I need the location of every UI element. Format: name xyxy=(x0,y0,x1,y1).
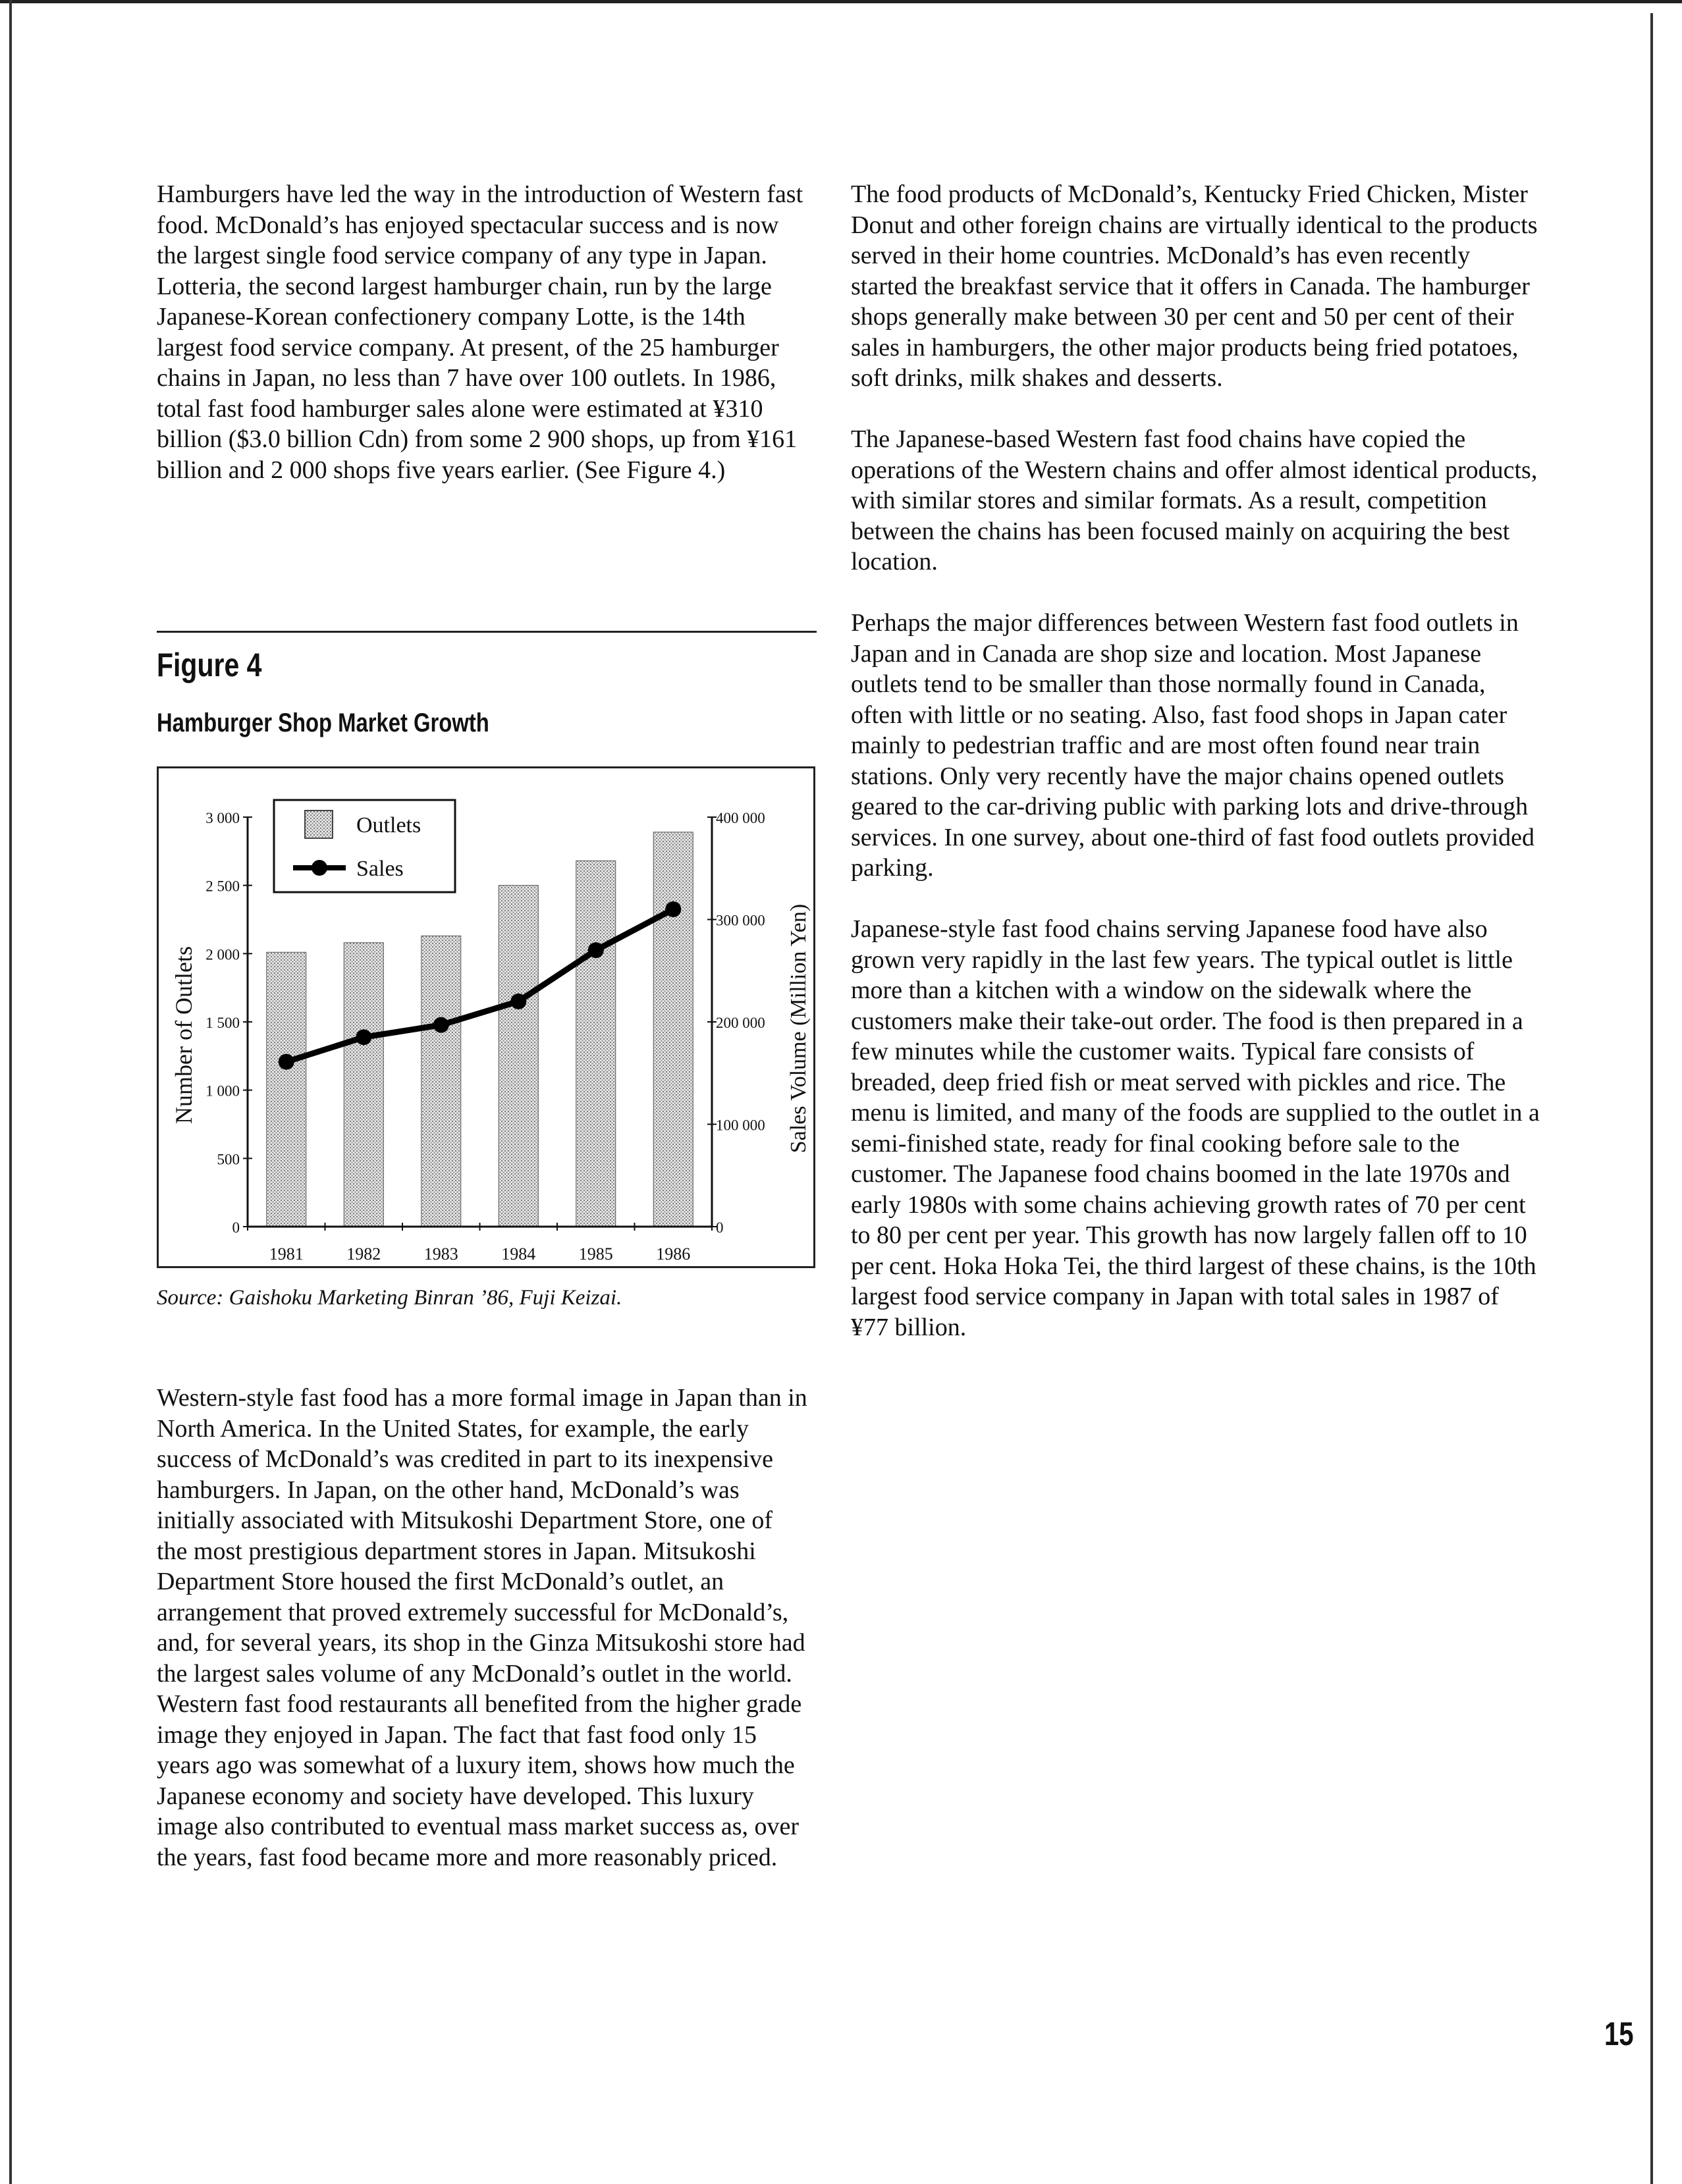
x-tick-label: 1985 xyxy=(578,1244,613,1264)
right-tick-label: 100 000 xyxy=(716,1117,765,1134)
x-tick-label: 1982 xyxy=(346,1244,381,1264)
right-tick-label: 300 000 xyxy=(716,912,765,929)
figure-rule xyxy=(157,631,817,633)
sales-point xyxy=(356,1029,371,1045)
top-border xyxy=(0,0,1682,3)
paragraph-japanese-style: Japanese-style fast food chains serving Japanese food have also grown very rapidly in the last few years. The typical outlet is little more than a kitchen with a window on the sidewalk where the customers make their take-out order. The food is then prepared in a few minutes while the customer waits. Typical fare consists of breaded, deep fried fish or meat served with pickles and rice. The menu is limited, and many of the foods are supplied to the outlet in a semi-finished state, ready for final cooking before sale to the customer. The Japanese food chains boomed in the late 1970s and early 1980s with some chains achieving growth rates of 70 per cent to 80 per cent per year. This growth has now largely fallen off to 10 per cent. Hoka Hoka Tei, the third largest of these chains, is the 10th largest food service company in Japan with total sales in 1987 of ¥77 billion. xyxy=(851,915,1540,1341)
paragraph-western-style: Western-style fast food has a more formal image in Japan than in North America. In the United States, for example, the early success of McDonald’s was credited in part to its inexpensive hamburgers. In Japan, on the other hand, McDonald’s was initially associated with Mitsukoshi Department Store, one of the most prestigious department stores in Japan. Mitsukoshi Department Store housed the first McDonald’s outlet, an arrangement that proved extremely successful for McDonald’s, and, for several years, its shop in the Ginza Mitsukoshi store had the largest sales volume of any McDonald’s outlet in the world. Western fast food restaurants all benefited from the higher grade image they enjoyed in Japan. The fact that fast food only 15 years ago was somewhat of a luxury item, shows how much the Japanese economy and society have developed. This luxury image also contributed to eventual mass market success as, over the years, fast food became more and more reasonably priced. xyxy=(157,1384,807,1871)
figure-title: Hamburger Shop Market Growth xyxy=(157,708,489,737)
outlets-bar xyxy=(653,832,693,1227)
right-tick-label: 400 000 xyxy=(716,810,765,826)
outlets-bar xyxy=(344,943,383,1227)
legend-outlets-swatch xyxy=(305,811,333,838)
outlets-bar xyxy=(576,861,616,1227)
paragraph-food-products: The food products of McDonald’s, Kentucky Fried Chicken, Mister Donut and other foreign chains are virtually identical to the products served in their home countries. McDonald’s has even recently started the breakfast service that it offers in Canada. The hamburger shops generally make between 30 per cent and 50 per cent of their sales in hamburgers, the other major products being fried potatoes, soft drinks, milk shakes and desserts. xyxy=(851,180,1538,392)
x-tick-label: 1981 xyxy=(269,1244,304,1264)
y2-axis-title: Sales Volume (Million Yen) xyxy=(786,903,811,1154)
right-border xyxy=(1650,13,1653,2184)
left-tick-label: 2 500 xyxy=(205,878,240,895)
sales-point xyxy=(279,1054,294,1070)
page-number: 15 xyxy=(1604,2015,1634,2052)
sales-point xyxy=(433,1017,449,1033)
legend-sales-marker xyxy=(312,860,327,876)
bar-line-chart xyxy=(159,768,813,1266)
left-tick-label: 3 000 xyxy=(205,810,240,826)
figure-source: Source: Gaishoku Marketing Binran ’86, Fuji Keizai. xyxy=(157,1286,622,1310)
x-tick-label: 1986 xyxy=(656,1244,691,1264)
right-tick-label: 0 xyxy=(716,1219,724,1236)
sales-point xyxy=(665,901,681,917)
left-tick-label: 0 xyxy=(232,1219,240,1236)
left-column-bottom xyxy=(157,1383,809,1873)
right-column xyxy=(851,179,1542,1343)
legend-outlets-label: Outlets xyxy=(356,813,421,838)
paragraph-hamburgers: Hamburgers have led the way in the introduction of Western fast food. McDonald’s has enjoyed spectacular success and is now the largest single food service company of any type in Japan. Lotteria, the second largest hamburger chain, run by the large Japanese-Korean confectionery company Lotte, is the 14th largest food service company. At present, of the 25 hamburger chains in Japan, no less than 7 have over 100 outlets. In 1986, total fast food hamburger sales alone were estimated at ¥310 billion ($3.0 billion Cdn) from some 2 900 shops, up from ¥161 billion and 2 000 shops five years earlier. (See Figure 4.) xyxy=(157,180,803,484)
chart-frame xyxy=(157,766,815,1268)
left-column-top xyxy=(157,179,809,485)
x-tick-label: 1983 xyxy=(423,1244,458,1264)
left-border xyxy=(9,0,12,2184)
left-tick-label: 2 000 xyxy=(205,946,240,963)
paragraph-japanese-based: The Japanese-based Western fast food chains have copied the operations of the Western chains and offer almost identical products, with similar stores and similar formats. As a result, competition between the chains has been focused mainly on acquiring the best location. xyxy=(851,425,1538,575)
left-tick-label: 1 000 xyxy=(205,1082,240,1100)
right-tick-label: 200 000 xyxy=(716,1015,765,1031)
legend-sales-label: Sales xyxy=(356,857,404,881)
paragraph-differences: Perhaps the major differences between Western fast food outlets in Japan and in Canada are shop size and location. Most Japanese outlets tend to be smaller than those normally found in Canada, often with little or no seating. Also, fast food shops in Japan cater mainly to pedestrian traffic and are most often found near train stations. Only very recently have the major chains opened outlets geared to the car-driving public with parking lots and drive-through services. In one survey, about one-third of fast food outlets provided parking. xyxy=(851,609,1535,882)
y-axis-title: Number of Outlets xyxy=(171,946,197,1124)
sales-point xyxy=(588,942,604,958)
figure-label: Figure 4 xyxy=(157,647,262,683)
sales-point xyxy=(510,994,526,1009)
outlets-bar xyxy=(267,952,306,1227)
outlets-bar xyxy=(421,936,461,1227)
outlets-bar xyxy=(499,886,538,1227)
left-tick-label: 1 500 xyxy=(205,1015,240,1031)
left-tick-label: 500 xyxy=(217,1151,240,1168)
x-tick-label: 1984 xyxy=(501,1244,536,1264)
